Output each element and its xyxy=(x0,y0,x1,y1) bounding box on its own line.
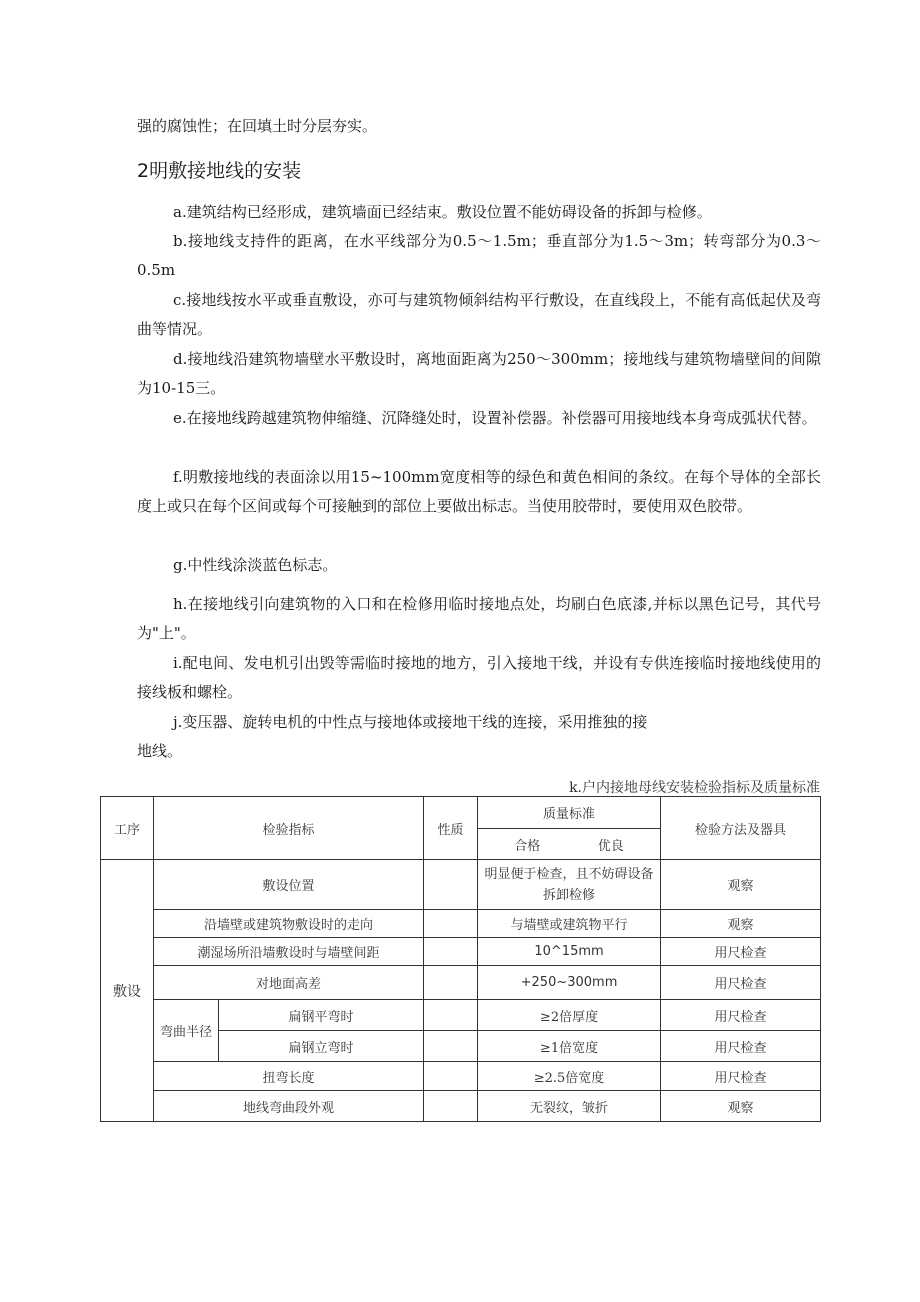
nature-cell xyxy=(424,910,478,938)
item-f: f.明敷接地线的表面涂以用15~100mm宽度相等的绿色和黄色相间的条纹。在每个导体的全部长度上或只在每个区间或每个可接触到的部位上要做出标志。当使用胶带时，要使用双色胶带。 xyxy=(137,468,821,515)
indicator-cell: 地线弯曲段外观 xyxy=(154,1091,424,1122)
header-indicator: 检验指标 xyxy=(154,797,424,860)
item-j-continued: 地线。 xyxy=(137,742,183,760)
item-a: a.建筑结构已经形成，建筑墙面已经结束。敷设位置不能妨碍设备的拆卸与检修。 xyxy=(173,203,712,221)
inspection-table xyxy=(100,796,821,1122)
item-j: j.变压器、旋转电机的中性点与接地体或接地干线的连接，采用推独的接 xyxy=(173,713,648,731)
method-cell: 观察 xyxy=(661,910,821,938)
standard-cell: 与墙壁或建筑物平行 xyxy=(478,910,661,938)
header-pass-excellent xyxy=(478,829,661,860)
indicator-cell: 扁钢立弯时 xyxy=(219,1031,424,1062)
table-row xyxy=(101,910,821,938)
header-nature: 性质 xyxy=(424,797,478,860)
indicator-cell: 扭弯长度 xyxy=(154,1062,424,1091)
indicator-cell: 敷设位置 xyxy=(154,860,424,910)
item-h: h.在接地线引向建筑物的入口和在检修用临时接地点处，均刷白色底漆,并标以黑色记号，其代号为"上"。 xyxy=(137,595,821,642)
table-caption: k.户内接地母线安装检验指标及质量标准 xyxy=(569,780,820,796)
standard-cell: ≥2倍厚度 xyxy=(478,1000,661,1031)
indicator-cell: 潮湿场所沿墙敷设时与墙壁间距 xyxy=(154,938,424,966)
method-cell: 用尺检查 xyxy=(661,1031,821,1062)
header-process: 工序 xyxy=(101,797,154,860)
item-e: e.在接地线跨越建筑物伸缩缝、沉降缝处时，设置补偿器。补偿器可用接地线本身弯成弧状代替。 xyxy=(173,409,817,427)
method-cell: 用尺检查 xyxy=(661,1062,821,1091)
header-method: 检验方法及器具 xyxy=(661,797,821,860)
table-row xyxy=(101,1062,821,1091)
item-g: g.中性线涂淡蓝色标志。 xyxy=(173,556,338,574)
header-quality: 质量标准 xyxy=(478,797,661,829)
method-cell: 观察 xyxy=(661,860,821,910)
nature-cell xyxy=(424,860,478,910)
nature-cell xyxy=(424,966,478,1000)
header-excellent: 优良 xyxy=(597,838,624,854)
bend-radius-label: 弯曲半径 xyxy=(154,1000,219,1062)
table-row xyxy=(101,1000,821,1031)
table-row xyxy=(101,966,821,1000)
table-row xyxy=(101,1091,821,1122)
method-cell: 用尺检查 xyxy=(661,938,821,966)
item-c: c.接地线按水平或垂直敷设，亦可与建筑物倾斜结构平行敷设，在直线段上，不能有高低起伏及弯曲等情况。 xyxy=(137,291,821,338)
standard-cell: 10^15mm xyxy=(478,938,661,966)
standard-cell: 无裂纹，皱折 xyxy=(478,1091,661,1122)
standard-cell: +250~300mm xyxy=(478,966,661,1000)
nature-cell xyxy=(424,1031,478,1062)
item-i: i.配电间、发电机引出毁等需临时接地的地方，引入接地干线，并设有专供连接临时接地线使用的接线板和螺栓。 xyxy=(137,654,821,701)
table-row xyxy=(101,860,821,910)
indicator-cell: 沿墙壁或建筑物敷设时的走向 xyxy=(154,910,424,938)
intro-line: 强的腐蚀性；在回填土时分层夯实。 xyxy=(137,117,378,135)
item-b: b.接地线支持件的距离，在水平线部分为0.5～1.5m；垂直部分为1.5～3m；转弯部分为0.3～0.5m xyxy=(137,232,821,279)
standard-cell: 明显便于检查，且不妨碍设备拆卸检修 xyxy=(478,860,661,910)
table-row xyxy=(101,938,821,966)
method-cell: 观察 xyxy=(661,1091,821,1122)
standard-cell: ≥1倍宽度 xyxy=(478,1031,661,1062)
standard-cell: ≥2.5倍宽度 xyxy=(478,1062,661,1091)
indicator-cell: 对地面高差 xyxy=(154,966,424,1000)
header-pass: 合格 xyxy=(514,838,541,854)
section-heading: 2明敷接地线的安装 xyxy=(137,160,302,182)
item-d: d.接地线沿建筑物墙壁水平敷设时，离地面距离为250～300mm；接地线与建筑物墙壁间的间隙为10-15三。 xyxy=(137,350,821,397)
method-cell: 用尺检查 xyxy=(661,1000,821,1031)
nature-cell xyxy=(424,1062,478,1091)
indicator-cell: 扁钢平弯时 xyxy=(219,1000,424,1031)
nature-cell xyxy=(424,1000,478,1031)
process-cell: 敷设 xyxy=(101,860,154,1122)
method-cell: 用尺检查 xyxy=(661,966,821,1000)
nature-cell xyxy=(424,938,478,966)
nature-cell xyxy=(424,1091,478,1122)
